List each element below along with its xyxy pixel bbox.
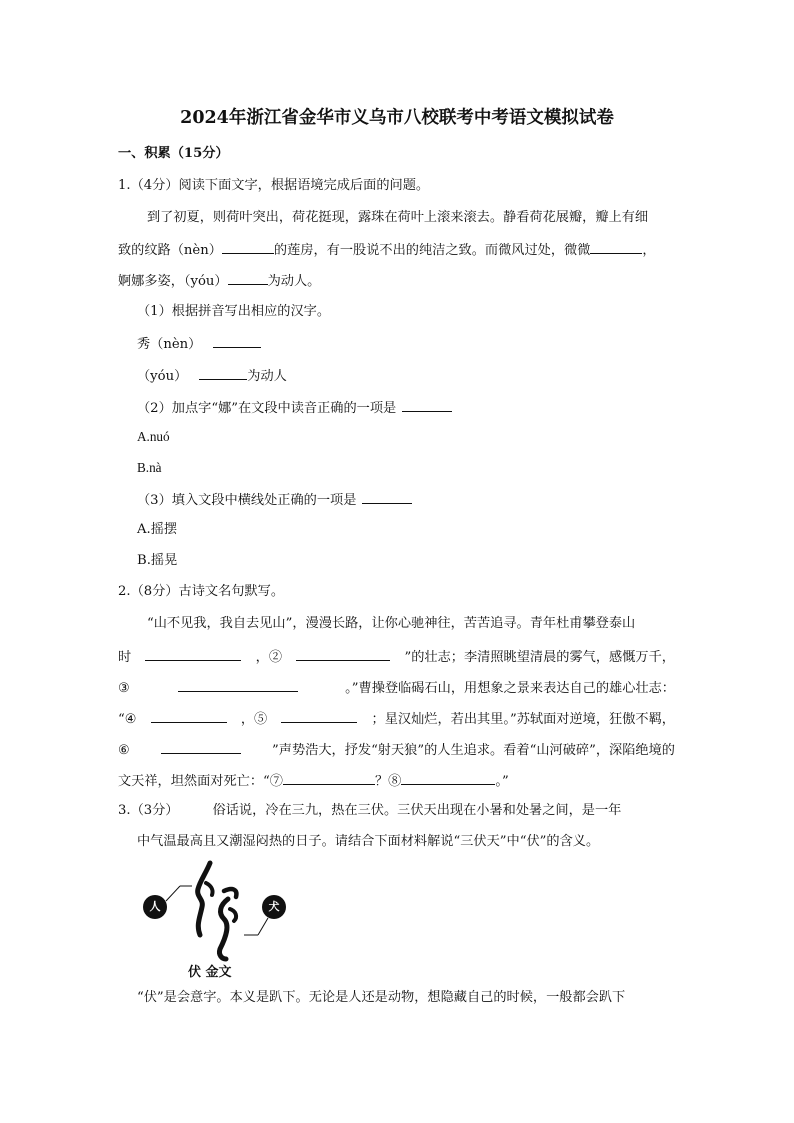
- quan-leader-line: [258, 918, 268, 935]
- q1-sub3-option-a[interactable]: A.摇摆: [137, 522, 178, 537]
- quan-label: 犬: [268, 900, 280, 913]
- q2-stem: 2.（8分）古诗文名句默写。: [118, 584, 285, 599]
- q3-paragraph: [137, 989, 675, 1007]
- section-heading: 一、积累（15分）: [118, 146, 229, 161]
- answer-blank[interactable]: [296, 647, 390, 661]
- q1-stem: 1.（4分）阅读下面文字，根据语境完成后面的问题。: [118, 178, 430, 193]
- q2-text: ，②: [255, 650, 283, 665]
- q2-text: ⑥: [118, 743, 130, 758]
- q2-text: ”的壮志；李清照眺望清晨的雾气，感慨万千，: [404, 650, 675, 665]
- q1-sub3-text: （3）填入文段中横线处正确的一项是: [137, 493, 357, 508]
- answer-blank[interactable]: [199, 366, 247, 380]
- q1-passage-line1: [147, 209, 675, 227]
- q1-passage-text: 的莲房，有一股说不出的纯洁之致。而微风过处，微微: [273, 243, 591, 258]
- answer-blank[interactable]: [151, 709, 227, 723]
- answer-blank[interactable]: [590, 240, 642, 254]
- q1-passage-text: 到了初夏，则荷叶突出，荷花挺现，露珠在荷叶上滚来滚去。静看荷花展瓣，瓣上有细: [147, 210, 649, 225]
- q1-passage-line3: [118, 271, 320, 291]
- q1-sub1-item-a: [137, 334, 261, 354]
- q2-text: 文天祥，坦然面对死亡：“⑦: [118, 774, 283, 789]
- figure-caption: 伏 金文: [188, 965, 232, 980]
- q2-text: 。”曹操登临碣石山，用想象之景来表达自己的雄心壮志：: [345, 681, 675, 696]
- answer-blank[interactable]: [402, 398, 452, 412]
- q3-number: 3.（3分）: [118, 803, 179, 818]
- q1-sub2-option-a[interactable]: A.nuó: [137, 429, 170, 444]
- answer-blank[interactable]: [281, 709, 357, 723]
- answer-blank[interactable]: [401, 771, 495, 785]
- answer-blank[interactable]: [283, 771, 375, 785]
- answer-blank[interactable]: [145, 647, 241, 661]
- q2-line6: [118, 771, 509, 791]
- q3-stem-line1: [118, 802, 621, 820]
- q2-text: 。”: [495, 774, 509, 789]
- q1-passage-text: 为动人。: [267, 274, 321, 289]
- q1-passage-text: 致的纹路（nèn）: [118, 243, 222, 258]
- q1-sub1-item-b: [137, 366, 287, 386]
- q2-text: 时: [118, 650, 132, 665]
- q1-sub1-item-label: （yóu）: [137, 369, 188, 384]
- q2-text: ；星汉灿烂，若出其里。”苏轼面对逆境，狂傲不羁，: [371, 712, 675, 727]
- q2-text: “④: [118, 712, 137, 727]
- q2-text: ？⑧: [375, 774, 402, 789]
- q1-sub1-item-label: 为动人: [247, 369, 287, 384]
- answer-blank[interactable]: [178, 678, 298, 692]
- q1-sub1-item-label: 秀（nèn）: [137, 337, 202, 352]
- ren-leader-line: [166, 886, 180, 901]
- q1-passage-text: 婀娜多姿，（yóu）: [118, 274, 228, 289]
- ren-label: 人: [149, 900, 161, 913]
- q2-line3: [118, 678, 675, 698]
- q1-sub3-prompt: [137, 490, 412, 510]
- q2-text: “山不见我，我自去见山”，漫漫长路，让你心驰神往，苦苦追寻。青年杜甫攀登泰山: [147, 616, 636, 631]
- q2-line4: [118, 709, 675, 729]
- q1-sub1-prompt: （1）根据拼音写出相应的汉字。: [137, 304, 331, 319]
- answer-blank[interactable]: [222, 240, 274, 254]
- q1-sub2-prompt: [137, 398, 452, 418]
- q1-passage-line2: [118, 240, 675, 260]
- q1-passage-text: ，: [642, 243, 656, 258]
- answer-blank[interactable]: [228, 271, 268, 285]
- q3-stem-line2: 中气温最高且又潮湿闷热的日子。请结合下面材料解说“三伏天”中“伏”的含义。: [137, 834, 600, 849]
- q3-text: 俗话说，冷在三九，热在三伏。三伏天出现在小暑和处暑之间，是一年: [212, 803, 622, 818]
- glyph-stroke: [198, 863, 210, 935]
- q3-text: “伏”是会意字。本义是趴下。无论是人还是动物，想隐藏自己的时候，一般都会趴下: [137, 990, 626, 1005]
- q2-line5: [118, 740, 675, 760]
- q1-sub2-text: （2）加点字“娜”在文段中读音正确的一项是: [137, 401, 397, 416]
- answer-blank[interactable]: [161, 740, 241, 754]
- q1-sub2-option-b[interactable]: B.nà: [137, 460, 162, 475]
- q2-text: ”声势浩大，抒发“射天狼”的人生追求。看着“山河破碎”，深陷绝境的: [272, 743, 675, 758]
- page-title: 2024年浙江省金华市义乌市八校联考中考语文模拟试卷: [180, 108, 614, 128]
- answer-blank[interactable]: [213, 334, 261, 348]
- q2-line1: [147, 615, 675, 633]
- q2-line2: [118, 647, 675, 667]
- q1-sub3-option-b[interactable]: B.摇晃: [137, 553, 178, 568]
- q2-text: ③: [118, 681, 130, 696]
- q2-text: ，⑤: [240, 712, 268, 727]
- answer-blank[interactable]: [362, 490, 412, 504]
